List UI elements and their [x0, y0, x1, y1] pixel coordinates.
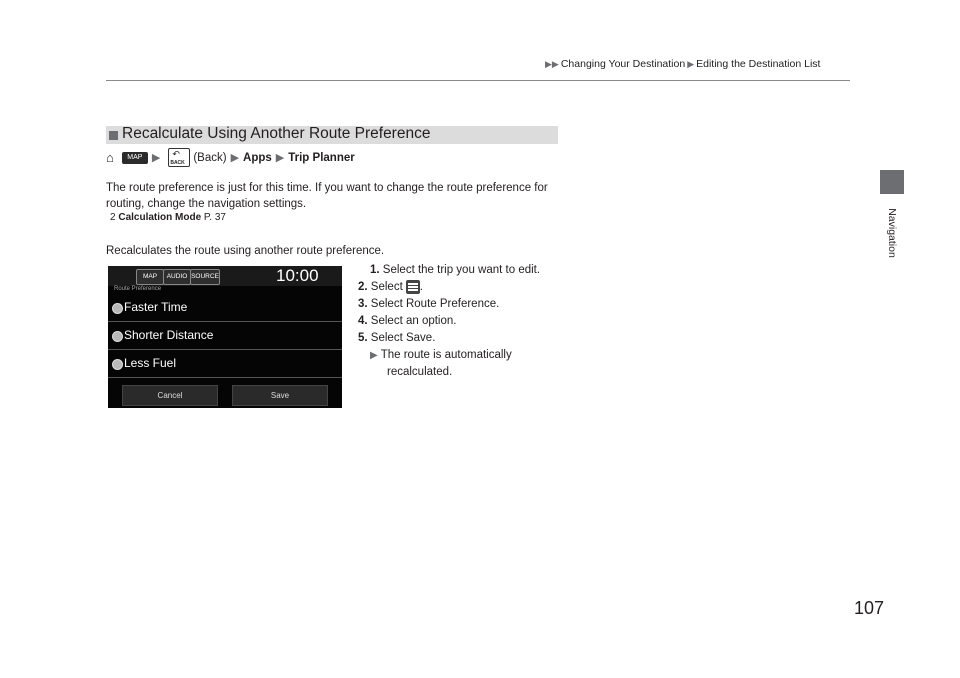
- option-shorter-distance[interactable]: Shorter Distance: [108, 325, 342, 350]
- option-less-fuel[interactable]: Less Fuel: [108, 353, 342, 378]
- radio-icon: [112, 303, 123, 314]
- back-button-icon: ↶ BACK: [168, 148, 190, 167]
- section-heading: [106, 126, 558, 144]
- chapter-tab-label: Navigation: [886, 208, 898, 258]
- triangle-arrow-icon: ▶: [687, 59, 695, 69]
- option-faster-time[interactable]: Faster Time: [108, 297, 342, 322]
- procedure-path: [106, 148, 355, 167]
- page-number: 107: [854, 598, 885, 618]
- radio-icon: [112, 331, 123, 342]
- breadcrumb: [543, 58, 820, 70]
- screen-audio-button[interactable]: AUDIO: [163, 269, 191, 285]
- arrow-icon: ▶: [275, 152, 285, 164]
- section-title: Recalculate Using Another Route Preference: [122, 125, 431, 142]
- step-1: 1. Select the trip you want to edit.: [370, 264, 541, 276]
- step-result-cont: recalculated.: [387, 366, 453, 378]
- arrow-icon: ▶: [151, 152, 161, 164]
- trip-planner-label: Trip Planner: [288, 151, 355, 164]
- steps-list: [358, 262, 540, 381]
- breadcrumb-item-1[interactable]: Changing Your Destination: [560, 58, 686, 70]
- step-result: ▶ The route is automatically: [370, 349, 512, 361]
- screen-map-button[interactable]: MAP: [136, 269, 164, 285]
- description-paragraph: The route preference is just for this time. If you want to change the route preference for routing, change the navigation settings.: [106, 182, 548, 210]
- arrow-icon: ▶: [230, 152, 240, 164]
- header-divider: [106, 80, 850, 81]
- back-label: (Back): [193, 151, 227, 164]
- step-2: 2. Select .: [358, 281, 423, 293]
- breadcrumb-item-2[interactable]: Editing the Destination List: [696, 58, 821, 70]
- step-4: 4. Select an option.: [358, 315, 457, 327]
- radio-icon: [112, 359, 123, 370]
- recalc-description: Recalculates the route using another route preference.: [106, 245, 385, 257]
- screen-source-button[interactable]: SOURCE: [190, 269, 220, 285]
- cross-reference[interactable]: 2 Calculation Mode P. 37: [110, 212, 226, 223]
- reference-icon: 2: [110, 212, 119, 223]
- result-arrow-icon: ▶: [370, 350, 378, 361]
- screen-top-bar: [108, 266, 342, 286]
- triangle-arrow-icon: ▶▶: [545, 59, 559, 69]
- save-button[interactable]: Save: [232, 385, 328, 406]
- apps-label: Apps: [243, 151, 272, 164]
- step-5: 5. Select Save.: [358, 332, 436, 344]
- home-icon: ⌂: [106, 150, 114, 165]
- screen-header: Route Preference: [114, 286, 162, 292]
- step-3: 3. Select Route Preference.: [358, 298, 500, 310]
- cancel-button[interactable]: Cancel: [122, 385, 218, 406]
- list-icon: [406, 280, 420, 294]
- clock: 10:00: [276, 266, 319, 285]
- map-button-icon: MAP: [122, 152, 148, 164]
- square-bullet-icon: [109, 131, 118, 140]
- device-screen: [108, 266, 342, 408]
- chapter-tab-marker: [880, 170, 904, 194]
